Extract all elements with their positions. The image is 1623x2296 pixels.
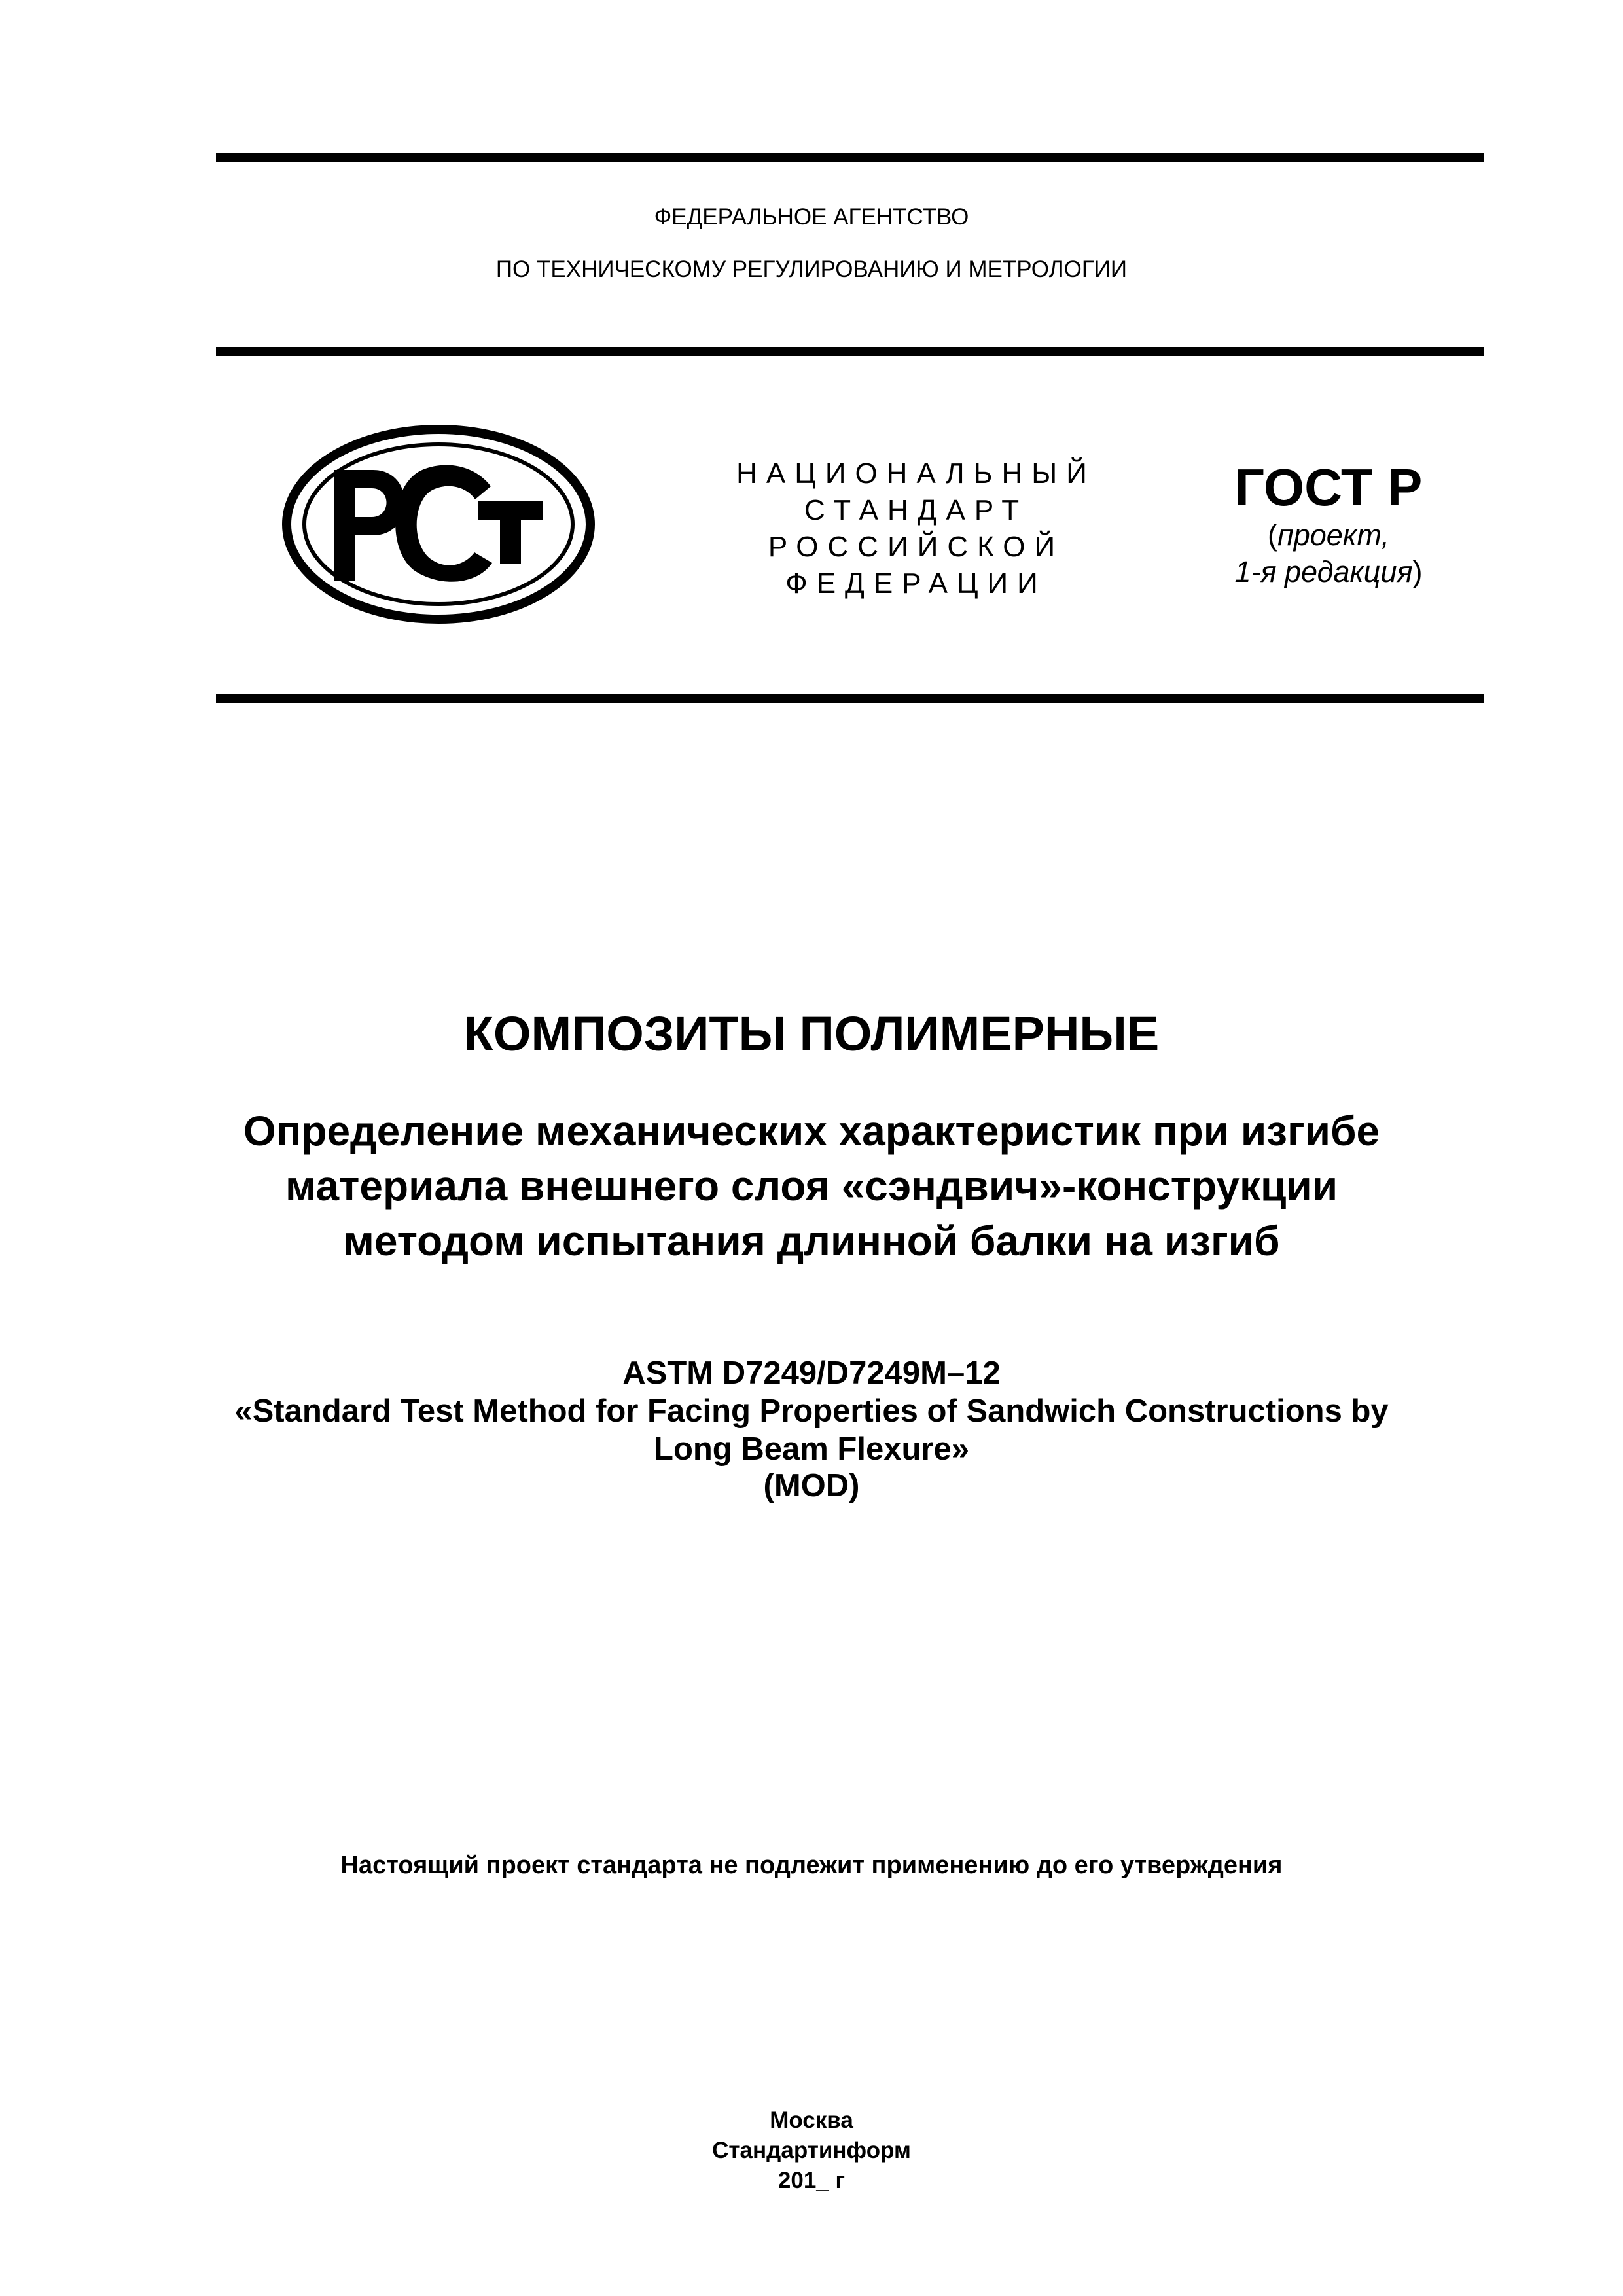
footer-publisher: Стандартинформ [712,2138,911,2163]
gost-note-line-2 [1191,554,1466,590]
logo-rule [216,694,1484,703]
paren-open: ( [1267,518,1277,552]
top-rule [216,153,1484,162]
reference-code: ASTM D7249/D7249M–12 [622,1355,1001,1391]
paren-close: ) [1412,555,1423,588]
header-rule [216,347,1484,356]
national-line-2: СТАНДАРТ [804,494,1029,526]
agency-line-2: ПО ТЕХНИЧЕСКОМУ РЕГУЛИРОВАНИЮ И МЕТРОЛОГИИ [495,257,1128,282]
rst-logo-icon [281,424,596,624]
reference-title-line-2: Long Beam Flexure» [654,1431,969,1467]
national-line-3: РОССИЙСКОЙ [768,531,1065,563]
gost-note-edition: 1-я редакция [1234,555,1413,588]
reference-title-line-1: «Standard Test Method for Facing Properties of Sandwich Constructions by [234,1393,1389,1429]
gost-title: ГОСТ Р [1234,458,1423,516]
agency-line-1: ФЕДЕРАЛЬНОЕ АГЕНТСТВО [654,204,969,230]
national-line-1: НАЦИОНАЛЬНЫЙ [736,457,1096,490]
subtitle-line-2: материала внешнего слоя «сэндвич»-конструкции [285,1162,1338,1210]
reference-modifier: (MOD) [763,1468,860,1503]
draft-notice: Настоящий проект стандарта не подлежит применению до его утверждения [340,1852,1283,1879]
footer-city: Москва [770,2108,853,2133]
gost-note-line-1 [1191,517,1466,554]
footer-year: 201_ г [777,2168,846,2193]
gost-note-draft: проект, [1277,518,1390,552]
subtitle-line-1: Определение механических характеристик при изгибе [243,1107,1380,1155]
national-standard-block [694,456,1139,602]
document-title: КОМПОЗИТЫ ПОЛИМЕРНЫЕ [463,1007,1160,1061]
subtitle-line-3: методом испытания длинной балки на изгиб [343,1217,1280,1265]
gost-block [1191,458,1466,590]
national-line-4: ФЕДЕРАЦИИ [785,567,1047,600]
